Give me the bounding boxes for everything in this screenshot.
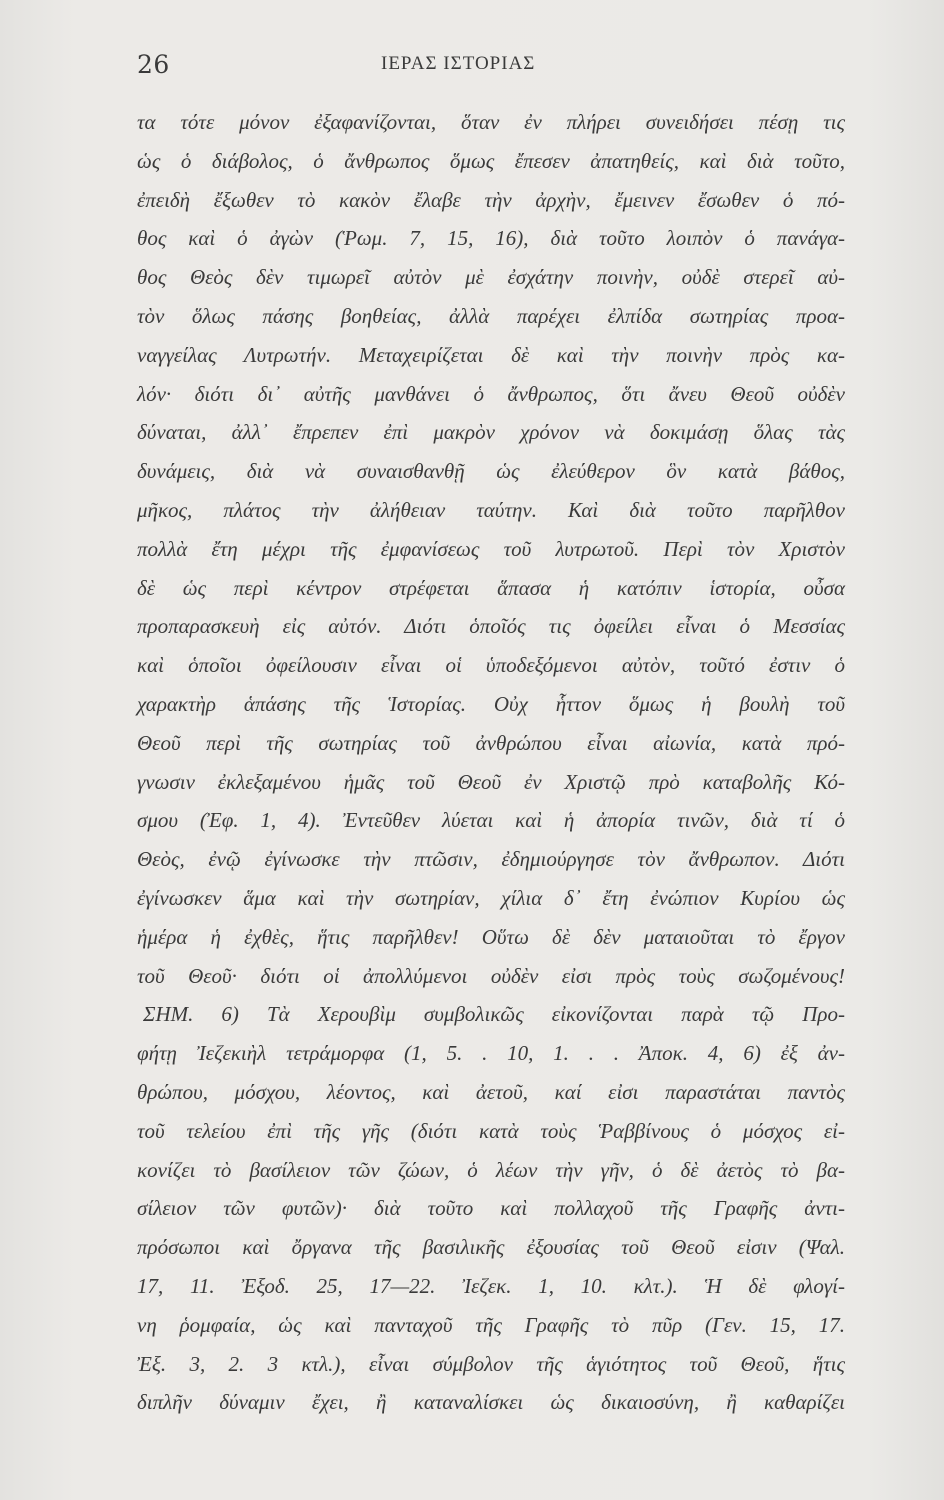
text-line: τα τότε μόνον ἐξαφανίζονται, ὅταν ἐν πλήρει συνειδήσει πέσῃ τις: [137, 110, 845, 134]
text-line: μῆκος, πλάτος τὴν ἀλήθειαν ταύτην. Καὶ διὰ τοῦτο παρῆλθον: [137, 497, 845, 522]
text-line: Θεοῦ περὶ τῆς σωτηρίας τοῦ ἀνθρώπου εἶναι αἰωνία, κατὰ πρό-: [137, 730, 845, 755]
note-line: 17, 11. Ἐξοδ. 25, 17—22. Ἰεζεκ. 1, 10. κλτ.). Ἡ δὲ φλογί-: [137, 1273, 845, 1298]
text-line: δύναται, ἀλλ᾽ ἔπρεπεν ἐπὶ μακρὸν χρόνον νὰ δοκιμάσῃ ὅλας τὰς: [137, 420, 845, 445]
note-line: ΣΗΜ. 6) Τὰ Χερουβὶμ συμβολικῶς εἰκονίζονται παρὰ τῷ Προ-: [143, 1002, 845, 1027]
text-line: θος καὶ ὁ ἀγὼν (Ῥωμ. 7, 15, 16), διὰ τοῦτο λοιπὸν ὁ πανάγα-: [137, 226, 845, 251]
text-line: ἐγίνωσκεν ἅμα καὶ τὴν σωτηρίαν, χίλια δ᾽ ἔτη ἐνώπιον Κυρίου ὡς: [137, 885, 845, 910]
note-line: σίλειον τῶν φυτῶν)· διὰ τοῦτο καὶ πολλαχοῦ τῆς Γραφῆς ἀντι-: [137, 1196, 845, 1221]
note-line: τοῦ τελείου ἐπὶ τῆς γῆς (διότι κατὰ τοὺς Ῥαββίνους ὁ μόσχος εἰ-: [137, 1118, 845, 1143]
page-header: [137, 50, 845, 84]
text-line: δὲ ὡς περὶ κέντρον στρέφεται ἅπασα ἡ κατόπιν ἱστορία, οὖσα: [137, 575, 845, 600]
text-line: προπαρασκευὴ εἰς αὐτόν. Διότι ὁποῖός τις ὀφείλει εἶναι ὁ Μεσσίας: [137, 614, 845, 639]
text-line: ἐπειδὴ ἔξωθεν τὸ κακὸν ἔλαβε τὴν ἀρχὴν, ἔμεινεν ἔσωθεν ὁ πό-: [137, 187, 845, 212]
text-line: ὡς ὁ διάβολος, ὁ ἄνθρωπος ὅμως ἔπεσεν ἀπατηθείς, καὶ διὰ τοῦτο,: [137, 148, 845, 173]
note-line: πρόσωποι καὶ ὄργανα τῆς βασιλικῆς ἐξουσίας τοῦ Θεοῦ εἰσιν (Ψαλ.: [137, 1235, 845, 1260]
page-number: 26: [137, 50, 170, 79]
text-line: Θεὸς, ἐνῷ ἐγίνωσκε τὴν πτῶσιν, ἐδημιούργησε τὸν ἄνθρωπον. Διότι: [137, 847, 845, 872]
note-line: διπλῆν δύναμιν ἔχει, ἢ καταναλίσκει ὡς δικαιοσύνη, ἢ καθαρίζει: [137, 1390, 845, 1415]
text-line: σμου (Ἐφ. 1, 4). Ἐντεῦθεν λύεται καὶ ἡ ἀπορία τινῶν, διὰ τί ὁ: [137, 808, 845, 833]
text-line: θος Θεὸς δὲν τιμωρεῖ αὐτὸν μὲ ἐσχάτην ποινὴν, οὐδὲ στερεῖ αὐ-: [137, 265, 845, 290]
text-line: τὸν ὅλως πάσης βοηθείας, ἀλλὰ παρέχει ἐλπίδα σωτηρίας προα-: [137, 303, 845, 328]
note-line: νη ῥομφαία, ὡς καὶ πανταχοῦ τῆς Γραφῆς τὸ πῦρ (Γεν. 15, 17.: [137, 1312, 845, 1337]
running-head: ΙΕΡΑΣ ΙΣΤΟΡΙΑΣ: [381, 53, 536, 74]
text-line: πολλὰ ἔτη μέχρι τῆς ἐμφανίσεως τοῦ λυτρωτοῦ. Περὶ τὸν Χριστὸν: [137, 536, 845, 561]
body-text: [137, 103, 845, 1422]
text-line: ἡμέρα ἡ ἐχθὲς, ἥτις παρῆλθεν! Οὕτω δὲ δὲν ματαιοῦται τὸ ἔργον: [137, 924, 845, 949]
text-line: δυνάμεις, διὰ νὰ συναισθανθῇ ὡς ἐλεύθερον ὃν κατὰ βάθος,: [137, 459, 845, 484]
text-line: τοῦ Θεοῦ· διότι οἱ ἀπολλύμενοι οὐδὲν εἰσι πρὸς τοὺς σωζομένους!: [137, 963, 845, 988]
note-line: θρώπου, μόσχου, λέοντος, καὶ ἀετοῦ, καί εἰσι παραστάται παντὸς: [137, 1079, 845, 1104]
note-line: κονίζει τὸ βασίλειον τῶν ζώων, ὁ λέων τὴν γῆν, ὁ δὲ ἀετὸς τὸ βα-: [137, 1157, 845, 1182]
text-line: ναγγείλας Λυτρωτήν. Μεταχειρίζεται δὲ καὶ τὴν ποινὴν πρὸς κα-: [137, 342, 845, 367]
text-line: γνωσιν ἐκλεξαμένου ἡμᾶς τοῦ Θεοῦ ἐν Χριστῷ πρὸ καταβολῆς Κό-: [137, 769, 845, 794]
text-line: λόν· διότι δι᾽ αὐτῆς μανθάνει ὁ ἄνθρωπος, ὅτι ἄνευ Θεοῦ οὐδὲν: [137, 381, 845, 406]
note-line: φήτῃ Ἰεζεκιὴλ τετράμορφα (1, 5. . 10, 1. . . Ἀποκ. 4, 6) ἐξ ἀν-: [137, 1041, 845, 1066]
text-line: καὶ ὁποῖοι ὀφείλουσιν εἶναι οἱ ὑποδεξόμενοι αὐτὸν, τοῦτό ἐστιν ὁ: [137, 653, 845, 678]
text-line: χαρακτὴρ ἁπάσης τῆς Ἱστορίας. Οὐχ ἧττον ὅμως ἡ βουλὴ τοῦ: [137, 691, 845, 716]
note-line: Ἐξ. 3, 2. 3 κτλ.), εἶναι σύμβολον τῆς ἁγιότητος τοῦ Θεοῦ, ἥτις: [137, 1351, 845, 1376]
